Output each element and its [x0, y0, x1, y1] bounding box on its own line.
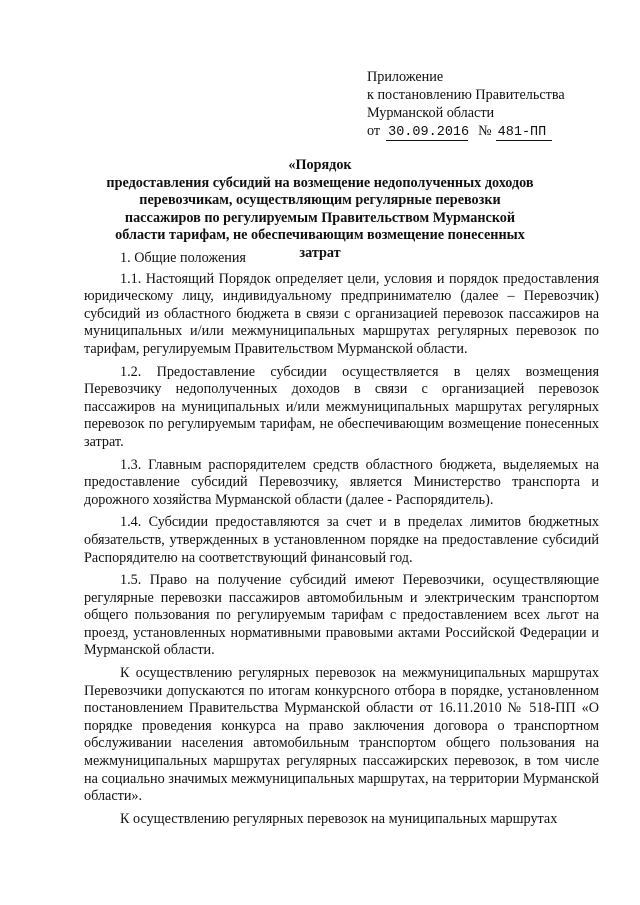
paragraph-1-4: 1.4. Субсидии предоставляются за счет и в пределах лимитов бюджетных обязательств, утвержденных в установленном порядке на предоставление субсидий Распорядителю на соответствующий финансовый год. [84, 514, 599, 566]
paragraph-1-3: 1.3. Главным распорядителем средств областного бюджета, выделяемых на предоставление субсидий Перевозчику, является Министерство транспорта и дорожного хозяйства Мурманской области (далее - Распорядитель). [84, 456, 599, 508]
paragraph-intermunicipal: К осуществлению регулярных перевозок на межмуниципальных маршрутах Перевозчики допускаются по итогам конкурсного отбора в порядке, установленном постановлением Правительства Мурманской области от 16.11.2010 № 518-ПП «О порядке проведения конкурса на право заключения договора о транспортном обслуживании населения автомобильным транспортом общего пользования на межмуниципальных маршрутах регулярных пассажирских перевозок, в том числе на социально значимых межмуниципальных маршрутах, на территории Мурманской области». [84, 665, 599, 805]
appendix-region: Мурманской области [367, 105, 495, 121]
title-subheading: предоставления субсидий на возмещение недополученных доходов перевозчикам, осуществляющим регулярные перевозки пассажиров по регулируемым Правительством Мурманской области тарифам, не обеспечивающим возмещение понесенных затрат [106, 174, 534, 261]
resolution-number: 481-ПП [496, 125, 552, 141]
paragraph-1-2: 1.2. Предоставление субсидии осуществляется в целях возмещения Перевозчику недополученных доходов в связи с организацией перевозок пассажиров на муниципальных и/или межмуниципальных маршрутах регулярных перевозок по регулируемым тарифам, не обеспечивающим возмещение понесенных затрат. [84, 363, 599, 450]
resolution-date: 30.09.2016 [388, 125, 470, 140]
title-heading: «Порядок [288, 157, 352, 173]
paragraph-municipal: К осуществлению регулярных перевозок на муниципальных маршрутах [120, 810, 558, 827]
number-prefix: № [478, 123, 492, 139]
appendix-resolution-ref: к постановлению Правительства [367, 87, 565, 103]
document-body [84, 250, 599, 833]
section-heading: 1. Общие положения [120, 250, 246, 266]
date-prefix: от [367, 123, 381, 139]
appendix-date-line [367, 122, 565, 141]
paragraph-1-1: 1.1. Настоящий Порядок определяет цели, условия и порядок предоставления юридическому лицу, индивидуальному предпринимателю (далее – Перевозчик) субсидий из областного бюджета в связи с организацией перевозок пассажиров на муниципальных и/или межмуниципальных маршрутах регулярных перевозок по тарифам, регулируемым Правительством Мурманской области. [84, 270, 599, 357]
appendix-block [367, 68, 565, 141]
document-title [100, 157, 540, 263]
paragraph-1-5: 1.5. Право на получение субсидий имеют Перевозчики, осуществляющие регулярные перевозки пассажиров автомобильным и электрическим транспортом общего пользования по регулируемым тарифам с предоставлением всех льгот на проезд, установленных нормативными правовыми актами Российской Федерации и Мурманской области. [84, 572, 599, 659]
appendix-label: Приложение [367, 69, 444, 85]
